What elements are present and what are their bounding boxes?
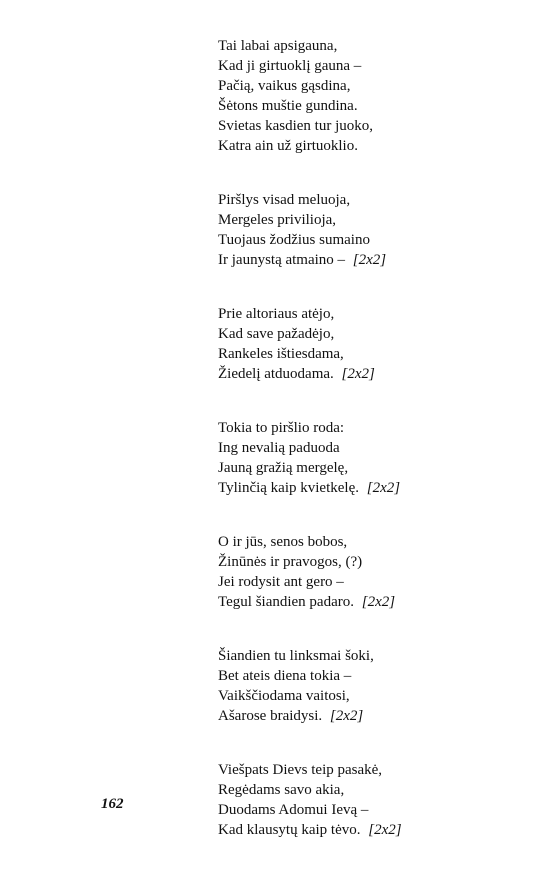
line-text: Ing nevalią paduoda xyxy=(218,440,340,456)
poem-line xyxy=(218,780,538,800)
poem-line xyxy=(218,646,538,666)
poem-line xyxy=(218,532,538,552)
poem-line xyxy=(218,190,538,210)
line-text: Šiandien tu linksmai šoki, xyxy=(218,648,374,664)
poem-line xyxy=(218,324,538,344)
line-text: Bet ateis diena tokia – xyxy=(218,668,352,684)
poem-line xyxy=(218,592,538,612)
line-text: Šėtons muštie gundina. xyxy=(218,98,358,114)
refrain-marker: [2x2] xyxy=(329,708,364,724)
poem-line xyxy=(218,210,538,230)
stanza-1 xyxy=(218,36,538,156)
poem-line xyxy=(218,572,538,592)
page-number: 162 xyxy=(101,796,124,812)
line-text: Pačią, vaikus gąsdina, xyxy=(218,78,351,94)
line-text: Viešpats Dievs teip pasakė, xyxy=(218,762,383,778)
line-text: Tokia to piršlio roda: xyxy=(218,420,345,436)
poem-line xyxy=(218,686,538,706)
line-text: Tuojaus žodžius sumaino xyxy=(218,232,370,248)
poem-line xyxy=(218,478,538,498)
line-text: Rankeles ištiesdama, xyxy=(218,346,344,362)
poem-line xyxy=(218,250,538,270)
line-text: Duodams Adomui Ievą – xyxy=(218,802,369,818)
line-text: Jauną gražią mergelę, xyxy=(218,460,349,476)
poem-line xyxy=(218,760,538,780)
line-text: Žiedelį atduodama. xyxy=(218,366,334,382)
line-text: Kad save pažadėjo, xyxy=(218,326,335,342)
line-text: Tylinčią kaip kvietkelę. xyxy=(218,480,359,496)
poem-body xyxy=(218,36,538,874)
poem-line xyxy=(218,438,538,458)
line-text: Kad ji girtuoklį gauna – xyxy=(218,58,362,74)
poem-line xyxy=(218,96,538,116)
stanza-4 xyxy=(218,418,538,498)
stanza-7 xyxy=(218,760,538,840)
refrain-marker: [2x2] xyxy=(366,480,401,496)
stanza-5 xyxy=(218,532,538,612)
stanza-6 xyxy=(218,646,538,726)
stanza-3 xyxy=(218,304,538,384)
refrain-marker: [2x2] xyxy=(352,252,387,268)
line-text: Tai labai apsigauna, xyxy=(218,38,338,54)
poem-line xyxy=(218,364,538,384)
poem-line xyxy=(218,706,538,726)
line-text: Vaikščiodama vaitosi, xyxy=(218,688,350,704)
refrain-marker: [2x2] xyxy=(361,594,396,610)
refrain-marker: [2x2] xyxy=(341,366,375,382)
poem-line xyxy=(218,418,538,438)
line-text: Ir jaunystą atmaino – xyxy=(218,252,346,268)
line-text: Tegul šiandien padaro. xyxy=(218,594,354,610)
line-text: Piršlys visad meluoja, xyxy=(218,192,351,208)
line-text: Žinūnės ir pravogos, (?) xyxy=(218,554,363,570)
line-text: Kad klausytų kaip tėvo. xyxy=(218,822,361,838)
poem-line xyxy=(218,116,538,136)
poem-line xyxy=(218,458,538,478)
poem-line xyxy=(218,304,538,324)
line-text: Mergeles privilioja, xyxy=(218,212,337,228)
poem-line xyxy=(218,552,538,572)
poem-line xyxy=(218,136,538,156)
poem-line xyxy=(218,76,538,96)
poem-line xyxy=(218,36,538,56)
poem-line xyxy=(218,800,538,820)
poem-line xyxy=(218,666,538,686)
refrain-marker: [2x2] xyxy=(368,822,402,838)
poem-line xyxy=(218,820,538,840)
line-text: Prie altoriaus atėjo, xyxy=(218,306,335,322)
line-text: Ašarose braidysi. xyxy=(218,708,323,724)
line-text: O ir jūs, senos bobos, xyxy=(218,534,348,550)
poem-line xyxy=(218,344,538,364)
line-text: Jei rodysit ant gero – xyxy=(218,574,344,590)
line-text: Svietas kasdien tur juoko, xyxy=(218,118,373,134)
stanza-2 xyxy=(218,190,538,270)
poem-line xyxy=(218,230,538,250)
poem-line xyxy=(218,56,538,76)
line-text: Regėdams savo akia, xyxy=(218,782,345,798)
line-text: Katra ain už girtuoklio. xyxy=(218,138,358,154)
